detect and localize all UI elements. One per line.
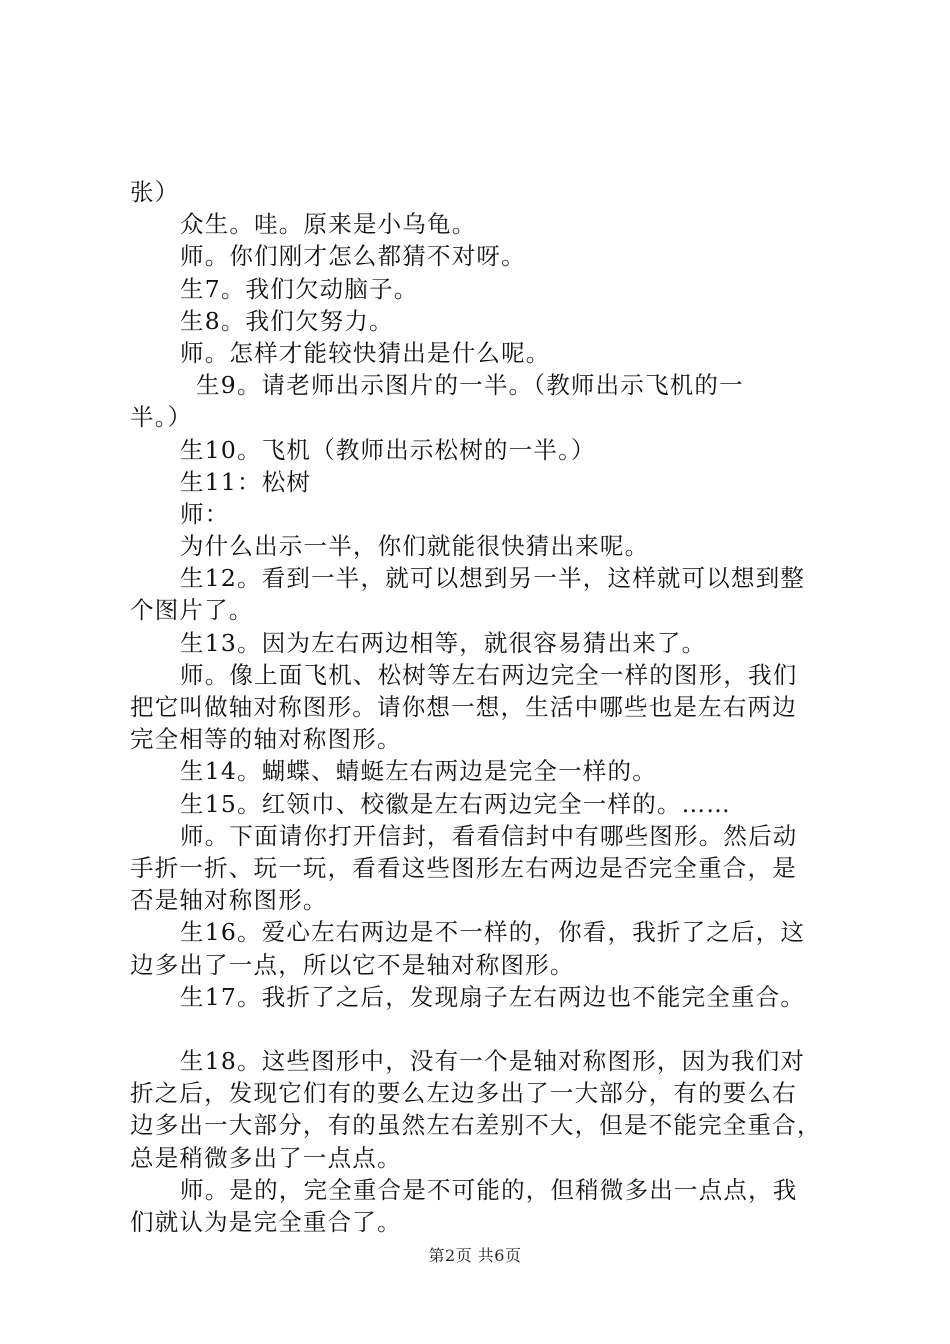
text-line: 生14。蝴蝶、蜻蜓左右两边是完全一样的。: [180, 757, 657, 786]
text-line: 生12。看到一半，就可以想到另一半，这样就可以想到整: [180, 564, 806, 593]
text-line: 张）: [130, 178, 180, 206]
text-line: 生13。因为左右两边相等，就很容易猜出来了。: [180, 628, 707, 657]
text-line: 师。是的，完全重合是不可能的，但稍微多出一点点，我: [180, 1175, 798, 1204]
text-line: 师。你们刚才怎么都猜不对呀。: [180, 242, 526, 271]
text-line: 折之后，发现它们有的要么左边多出了一大部分，有的要么右: [130, 1079, 797, 1108]
text-line: 手折一折、玩一玩，看看这些图形左右两边是否完全重合，是: [130, 853, 797, 882]
document-body: [130, 176, 836, 1238]
text-line: 生9。请老师出示图片的一半。（教师出示飞机的一: [196, 371, 744, 400]
text-line: 边多出了一点，所以它不是轴对称图形。: [130, 950, 575, 979]
text-line: 众生。哇。原来是小乌龟。: [180, 210, 477, 239]
text-line: 生10。飞机（教师出示松树的一半。）: [180, 435, 596, 464]
text-line: 把它叫做轴对称图形。请你想一想，生活中哪些也是左右两边: [130, 693, 797, 721]
text-line: 生7。我们欠动脑子。: [180, 274, 419, 303]
text-line: 个图片了。: [130, 596, 254, 625]
text-line: 们就认为是完全重合了。: [130, 1208, 402, 1236]
text-line: 生17。我折了之后，发现扇子左右两边也不能完全重合。: [180, 982, 806, 1011]
text-line: 完全相等的轴对称图形。: [130, 725, 402, 754]
page-number-footer: 第2页 共6页: [428, 1246, 522, 1265]
paragraph-gap: [130, 1013, 836, 1045]
text-line: 生11：松树: [180, 467, 312, 496]
text-line: 生15。红领巾、校徽是左右两边完全一样的。……: [180, 789, 732, 818]
text-line: 师。下面请你打开信封，看看信封中有哪些图形。然后动: [180, 821, 798, 850]
text-line: 为什么出示一半，你们就能很快猜出来呢。: [180, 532, 650, 561]
text-line: 边多出一大部分，有的虽然左右差别不大，但是不能完全重合，: [130, 1111, 822, 1140]
text-line: 半。）: [130, 403, 193, 432]
text-line: 师：: [180, 499, 230, 528]
text-line: 生18。这些图形中，没有一个是轴对称图形，因为我们对: [180, 1047, 806, 1076]
text-line: 否是轴对称图形。: [130, 886, 328, 915]
text-line: 生8。我们欠努力。: [180, 306, 394, 335]
text-line: 总是稍微多出了一点点。: [130, 1143, 402, 1172]
text-line: 生16。爱心左右两边是不一样的，你看，我折了之后，这: [180, 918, 806, 947]
text-line: 师。像上面飞机、松树等左右两边完全一样的图形，我们: [180, 660, 798, 689]
text-line: 师。怎样才能较快猜出是什么呢。: [180, 338, 551, 367]
